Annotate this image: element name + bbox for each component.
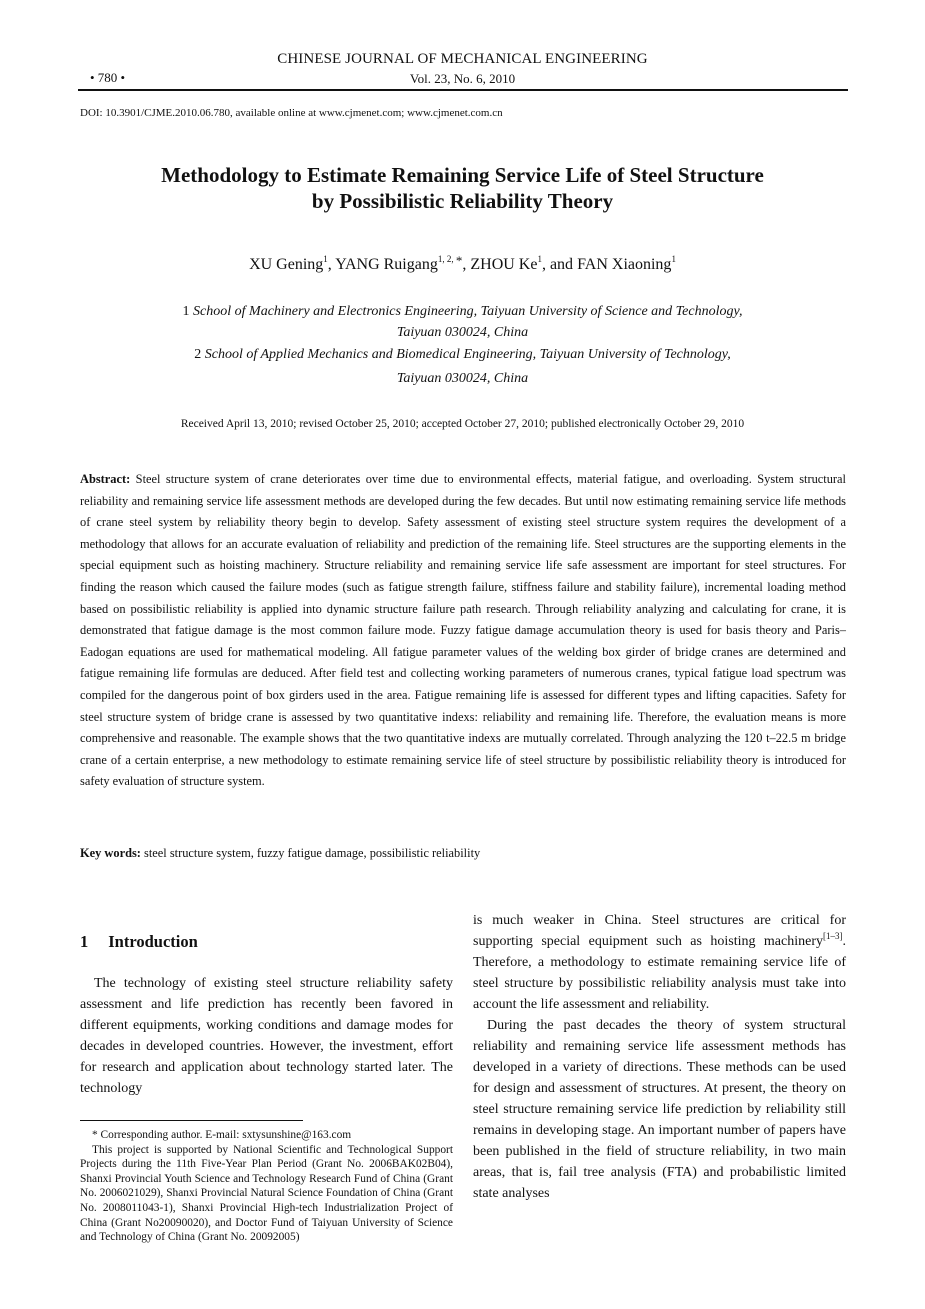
- author-affiliation-mark: [437, 253, 463, 268]
- paragraph: [473, 910, 846, 1015]
- keywords: [80, 846, 480, 861]
- article-title: [0, 162, 925, 214]
- paragraph-text: is much weaker in China. Steel structures are critical for supporting special equipment such as hoisting machinery: [473, 913, 846, 949]
- author-list: [0, 253, 925, 274]
- page-number: • 780 •: [90, 70, 126, 85]
- corresponding-author-note: * Corresponding author. E-mail: sxtysunshine@163.com: [92, 1129, 352, 1141]
- abstract-text: Steel structure system of crane deteriorates over time due to environmental effects, material fatigue, and overloading. System structural reliability and remaining service life assessment methods are developed during the few decades. But until now estimating remaining service life methods of crane steel system by reliability theory begin to develop. Safety assessment of existing steel structure system requires the development of a methodology that allows for an accurate evaluation of reliability and prediction of the remaining life. Steel structures are the supporting elements in the special equipment such as hoisting machinery. Structure reliability and remaining service life safe assessment are important for steel structures. For finding the reason which caused the failure modes (such as fatigue strength failure, stiffness failure and stability failure), incremental loading method based on possibilistic reliability is applied into dynamic structure failure path research. Through reliability analyzing and calculating for crane, it is demonstrated that fatigue damage is the most common failure mode. Fuzzy fatigue damage accumulation theory is used for basis theory and Paris–Eadogan equations are used for mathematical modeling. All fatigue parameter values of the welding box girder of bridge cranes are determined and fatigue remaining life formulas are deduced. After field test and collecting working parameters of numerous cranes, typical fatigue load spectrum was compiled for the dangerous point of box girders used in the area. Fatigue remaining life is assessed for different types and lifting capacities. Safety for steel structure system of bridge crane is assessed by two quantitative indexs: reliability and remaining life. Therefore, the evaluation means is more comprehensive and reasonable. The example shows that the two quantitative indexs are mutually correlated. Through analyzing the 120 t–22.5 m bridge crane of a certain enterprise, a new methodology to estimate remaining service life of steel structure by possibilistic reliability theory is introduced for safety evaluation of structure system.: [80, 472, 846, 789]
- funding-note: This project is supported by National Scientific and Technological Support Projects during the 11th Five-Year Plan Period (Grant No. 2006BAK02B04), Shanxi Provincial Youth Science and Technology Research Fund of China (Grant No. 2006021029), Shanxi Provincial Natural Science Foundation of China (Grant No. 2008011043-1), Shanxi Provincial High-tech Industrialization Project of China (Grant No20090020), and Doctor Fund of Taiyuan University of Science and Technology of China (Grant No. 20092005): [80, 1143, 453, 1244]
- author-separator: ,: [462, 256, 471, 273]
- affiliation-2-city: [0, 368, 925, 389]
- keywords-label: Key words:: [80, 846, 141, 860]
- volume-info: Vol. 23, No. 6, 2010: [409, 71, 516, 86]
- author: XU Gening: [249, 256, 324, 273]
- paragraph-text: . Therefore, a methodology to estimate remaining service life of steel structure by possibilistic reliability analysis must take into account the life assessment and reliability.: [473, 934, 846, 1012]
- footnote-rule: [80, 1120, 303, 1121]
- affiliation-numbers: 1, 2,: [437, 254, 456, 264]
- paragraph: The technology of existing steel structure reliability safety assessment and life prediction has recently been favored in different equipments, working conditions and damage modes for decades in developed countries. However, the investment, effort for research and application about technology started later. The technology: [80, 976, 453, 1096]
- received-dates: Received April 13, 2010; revised October 25, 2010; accepted October 27, 2010; published electronically October 29, 2010: [180, 418, 745, 430]
- keywords-text: steel structure system, fuzzy fatigue damage, possibilistic reliability: [144, 846, 481, 860]
- affiliation-number: 1: [182, 304, 190, 319]
- header-rule: [78, 89, 848, 91]
- journal-name: CHINESE JOURNAL OF MECHANICAL ENGINEERING: [277, 51, 648, 67]
- author-separator: ,: [327, 256, 336, 273]
- title-line-2: by Possibilistic Reliability Theory: [311, 189, 614, 213]
- doi-line[interactable]: DOI: 10.3901/CJME.2010.06.780, available online at www.cjmenet.com; www.cjmenet.com.cn: [80, 107, 503, 119]
- author-affiliation-mark: 1: [671, 254, 676, 264]
- author: FAN Xiaoning: [577, 256, 672, 273]
- corresponding-author-mark: *: [455, 253, 463, 268]
- abstract: [80, 469, 846, 793]
- affiliation-number: 2: [194, 347, 202, 362]
- right-column-body: [473, 910, 846, 1204]
- citation[interactable]: [1–3]: [823, 931, 843, 941]
- author-affiliation-mark: 1: [323, 254, 328, 264]
- affiliation-text: School of Applied Mechanics and Biomedical Engineering, Taiyuan University of Technology,: [204, 347, 731, 362]
- affiliation-city: Taiyuan 030024, China: [396, 325, 529, 340]
- section-heading: [80, 932, 198, 952]
- affiliation-1: [0, 301, 925, 343]
- section-number: 1: [80, 932, 89, 951]
- affiliation-city: Taiyuan 030024, China: [396, 371, 529, 386]
- author-separator: , and: [541, 256, 578, 273]
- paragraph: During the past decades the theory of system structural reliability and remaining service life assessment methods has developed in a variety of directions. These methods can be used for design and assessment of structures. At present, the theory on steel structure remaining service life prediction by reliability still remains in developing stage. An important number of papers have been published in the field of structure reliability, in two main areas, that is, fail tree analysis (FTA) and probabilistic limited state analyses: [473, 1018, 846, 1201]
- author: YANG Ruigang: [335, 256, 438, 273]
- abstract-label: Abstract:: [80, 472, 131, 486]
- footnote: [80, 1128, 453, 1245]
- affiliation-text: School of Machinery and Electronics Engineering, Taiyuan University of Science and Technology,: [193, 304, 743, 319]
- author: ZHOU Ke: [470, 256, 538, 273]
- left-column-body: [80, 973, 453, 1099]
- affiliation-2: [0, 344, 925, 365]
- title-line-1: Methodology to Estimate Remaining Service Life of Steel Structure: [161, 163, 764, 187]
- section-title: Introduction: [108, 932, 198, 951]
- author-affiliation-mark: 1: [537, 254, 542, 264]
